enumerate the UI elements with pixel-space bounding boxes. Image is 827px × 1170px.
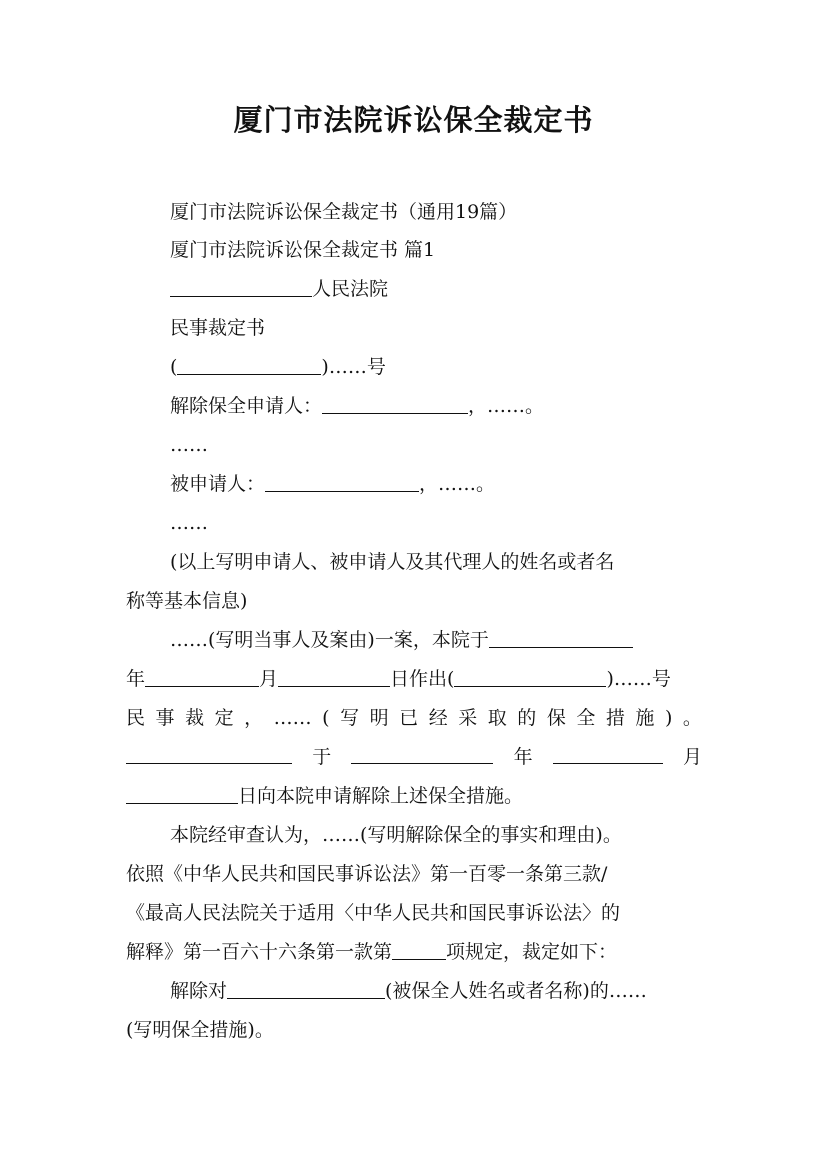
court-name-line: [170, 275, 388, 303]
case-number-open: (: [170, 356, 178, 378]
case-number-close: )……号: [321, 356, 386, 378]
paragraph-line: [126, 1016, 274, 1044]
section-heading-text: 厦门市法院诉讼保全裁定书 篇1: [170, 239, 436, 261]
text-char: 月: [682, 746, 702, 768]
paragraph-text: (以上写明申请人、被申请人及其代理人的姓名或者名: [170, 551, 615, 573]
respondent-tail: ，……。: [419, 473, 496, 495]
applicant-line: [170, 392, 544, 420]
paragraph-line: [170, 548, 614, 576]
case-number-close: )……号: [606, 668, 671, 690]
date-blank: [145, 666, 259, 687]
case-number-blank: [454, 666, 606, 687]
paragraph-line: [170, 977, 647, 1005]
applicant-tail: ，……。: [468, 395, 545, 417]
justified-line: [126, 743, 702, 771]
text-char: 施: [635, 707, 655, 729]
text-char: 于: [312, 746, 332, 768]
text-char: 措: [605, 707, 625, 729]
date-blank: [351, 743, 493, 764]
paragraph-line: [126, 782, 523, 810]
text-char: 经: [428, 707, 448, 729]
paragraph-text: 称等基本信息): [126, 590, 248, 612]
text-char: 。: [682, 707, 702, 729]
paragraph-text: ……(写明当事人及案由)一案，本院于: [170, 629, 489, 651]
item-blank: [392, 939, 446, 960]
date-blank: [126, 743, 292, 764]
text-char: 明: [369, 707, 389, 729]
respondent-label: 被申请人：: [170, 473, 266, 495]
paragraph-text: 解除对: [170, 980, 228, 1002]
text-char: (: [322, 707, 330, 729]
text-char: 的: [517, 707, 537, 729]
subtitle-line: [170, 198, 517, 226]
name-blank: [227, 978, 385, 999]
paragraph-line: [170, 626, 633, 654]
date-blank: [278, 666, 390, 687]
document-type-line: [170, 314, 265, 342]
paragraph-text: 项规定，裁定如下：: [446, 941, 618, 963]
paragraph-line: [126, 938, 617, 966]
applicant-label: 解除保全申请人：: [170, 395, 323, 417]
paragraph-text: 本院经审查认为，……(写明解除保全的事实和理由)。: [170, 824, 622, 846]
text-char: 年: [513, 746, 533, 768]
paragraph-text: (写明保全措施)。: [126, 1019, 274, 1041]
paragraph-line: [170, 821, 622, 849]
day-label: 日作出(: [390, 668, 455, 690]
court-suffix: 人民法院: [312, 278, 389, 300]
ellipsis-text: ……: [170, 434, 208, 456]
applicant-blank: [322, 393, 468, 414]
document-title: 厦门市法院诉讼保全裁定书: [233, 103, 594, 137]
text-char: 采: [458, 707, 478, 729]
text-char: 写: [340, 707, 360, 729]
text-char: ，: [244, 707, 264, 729]
paragraph-line: [126, 860, 607, 888]
date-blank: [489, 627, 633, 648]
paragraph-line: [126, 665, 671, 693]
text-char: ……: [273, 707, 312, 729]
text-char: 民: [126, 707, 146, 729]
subtitle-text: 厦门市法院诉讼保全裁定书（通用19篇）: [170, 201, 518, 223]
paragraph-line: [126, 587, 247, 615]
paragraph-text: 日向本院申请解除上述保全措施。: [238, 785, 524, 807]
ellipsis-line: [170, 431, 208, 459]
court-name-blank: [170, 276, 312, 297]
year-label: 年: [126, 668, 146, 690]
case-number-blank: [177, 354, 321, 375]
text-char: 定: [214, 707, 234, 729]
date-blank: [126, 783, 238, 804]
text-char: 裁: [185, 707, 205, 729]
paragraph-text: 《最高人民法院关于适用〈中华人民共和国民事诉讼法〉的: [126, 902, 621, 924]
paragraph-text: (被保全人姓名或者名称)的……: [385, 980, 647, 1002]
ellipsis-line: [170, 509, 208, 537]
text-char: ): [664, 707, 673, 729]
document-type-text: 民事裁定书: [170, 317, 266, 339]
section-heading: [170, 236, 435, 264]
case-number-line: [170, 353, 386, 381]
text-char: 保: [546, 707, 566, 729]
text-char: 取: [487, 707, 507, 729]
text-char: 全: [576, 707, 596, 729]
paragraph-line: [126, 899, 620, 927]
text-char: 事: [155, 707, 175, 729]
ellipsis-text: ……: [170, 512, 208, 534]
text-char: 已: [399, 707, 419, 729]
respondent-line: [170, 470, 495, 498]
paragraph-text: 依照《中华人民共和国民事诉讼法》第一百零一条第三款/: [126, 863, 608, 885]
respondent-blank: [265, 471, 419, 492]
month-label: 月: [259, 668, 279, 690]
paragraph-text: 解释》第一百六十六条第一款第: [126, 941, 393, 963]
justified-line: [126, 704, 702, 732]
date-blank: [553, 743, 663, 764]
